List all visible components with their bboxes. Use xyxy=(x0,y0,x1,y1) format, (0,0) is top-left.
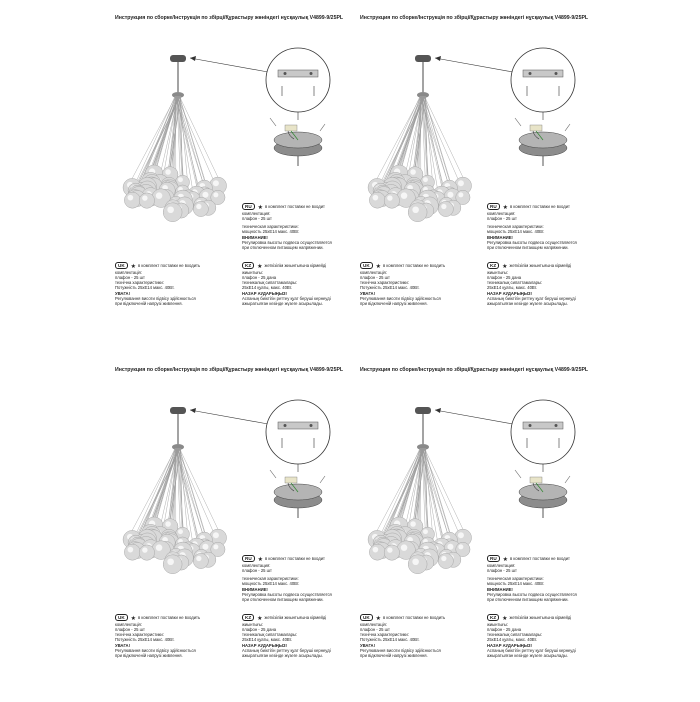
ru-kit-item: плафон - 25 шт xyxy=(242,568,332,573)
uk-warning-heading: УВАГА! xyxy=(360,643,445,648)
star-icon: ★ xyxy=(131,264,136,270)
detail-circle xyxy=(511,48,575,112)
kz-kit-item: плафон - 25 дана xyxy=(242,275,331,280)
kz-not-included: жеткізілім жиынтығына кірмейді xyxy=(510,263,572,268)
leader-line xyxy=(435,58,513,72)
detail-circle xyxy=(511,400,575,464)
uk-not-included: в комплект поставки не входить xyxy=(138,615,200,620)
screw xyxy=(515,118,521,126)
ru-warning-line2: при отключенном питающем напряжении. xyxy=(487,597,577,602)
uk-not-included: в комплект поставки не входить xyxy=(383,615,445,620)
ru-section xyxy=(487,203,577,250)
kz-kit-item: плафон - 25 дана xyxy=(487,627,576,632)
ru-warning-heading: ВНИМАНИЕ! xyxy=(242,587,332,592)
kz-spec-heading: техникалық сипаттамалары: xyxy=(242,280,331,285)
ru-spec-value: мощность 25xE14 макс. 40Вт. xyxy=(487,581,577,586)
uk-kit-heading: комплектація: xyxy=(115,270,200,275)
terminal-block xyxy=(530,125,542,131)
uk-kit-item: плафон - 25 шт xyxy=(115,627,200,632)
ru-spec-heading: техническая характеристики: xyxy=(242,576,332,581)
sheet-title: Инструкция по сборке/Інструкція по збірці/Құрастыру жөніндегі нұсқаулық V4899-9/25PL xyxy=(360,367,588,373)
star-icon: ★ xyxy=(503,557,508,563)
ru-language-badge: RU xyxy=(242,555,255,562)
screw xyxy=(565,476,570,483)
kz-warning-heading: НАЗАР АУДАРЫҢЫЗ! xyxy=(242,643,331,648)
kz-warning-line1: Аспаның биіктігін реттеу қуат беруші кернеуді xyxy=(242,296,331,301)
uk-section xyxy=(360,614,445,658)
uk-spec-value: Потужність 25xE14 макс. 40Вт. xyxy=(115,285,200,290)
ru-spec-heading: техническая характеристики: xyxy=(487,224,577,229)
screw xyxy=(565,124,570,131)
ru-kit-heading: комплектация: xyxy=(487,211,577,216)
star-icon: ★ xyxy=(376,616,381,622)
uk-section xyxy=(115,262,200,306)
uk-kit-item: плафон - 25 шт xyxy=(360,275,445,280)
screw xyxy=(515,470,521,478)
star-icon: ★ xyxy=(258,205,263,211)
bracket-hole xyxy=(529,72,532,75)
kz-kit-item: плафон - 25 дана xyxy=(242,627,331,632)
star-icon: ★ xyxy=(503,205,508,211)
ru-warning-line2: при отключенном питающем напряжении. xyxy=(487,245,577,250)
kz-spec-value: 25xE14 қуаты, макс. 40Вт. xyxy=(242,637,331,642)
uk-warning-line2: при відключеній напрузі живлення. xyxy=(115,301,200,306)
uk-spec-value: Потужність 25xE14 макс. 40Вт. xyxy=(360,285,445,290)
uk-not-included: в комплект поставки не входить xyxy=(138,263,200,268)
kz-kit-heading: жиынтығы: xyxy=(487,622,576,627)
uk-warning-line1: Регулювання висоти підвісу здійснюється xyxy=(115,648,200,653)
ru-warning-line1: Регулировка высоты подвеса осуществляется xyxy=(242,592,332,597)
arrow-head xyxy=(190,408,196,413)
ru-kit-item: плафон - 25 шт xyxy=(242,216,332,221)
ru-warning-heading: ВНИМАНИЕ! xyxy=(242,235,332,240)
ru-spec-heading: техническая характеристики: xyxy=(487,576,577,581)
kz-not-included: жеткізілім жиынтығына кірмейді xyxy=(265,615,327,620)
ru-warning-line2: при отключенном питающем напряжении. xyxy=(242,597,332,602)
kz-kit-heading: жиынтығы: xyxy=(242,622,331,627)
star-icon: ★ xyxy=(258,557,263,563)
ru-spec-value: мощность 25xE14 макс. 40Вт. xyxy=(242,229,332,234)
uk-warning-line1: Регулювання висоти підвісу здійснюється xyxy=(360,648,445,653)
ru-warning-heading: ВНИМАНИЕ! xyxy=(487,235,577,240)
star-icon: ★ xyxy=(257,264,262,270)
star-icon: ★ xyxy=(502,616,507,622)
uk-warning-line2: при відключеній напрузі живлення. xyxy=(360,301,445,306)
uk-kit-heading: комплектація: xyxy=(360,270,445,275)
ru-not-included: в комплект поставки не входит xyxy=(510,556,570,561)
ru-warning-line1: Регулировка высоты подвеса осуществляется xyxy=(487,240,577,245)
uk-language-badge: UK xyxy=(360,614,373,621)
sheet-title: Инструкция по сборке/Інструкція по збірці/Құрастыру жөніндегі нұсқаулық V4899-9/25PL xyxy=(115,367,343,373)
uk-language-badge: UK xyxy=(115,262,128,269)
uk-language-badge: UK xyxy=(360,262,373,269)
kz-kit-item: плафон - 25 дана xyxy=(487,275,576,280)
kz-kit-heading: жиынтығы: xyxy=(487,270,576,275)
instruction-sheet-2 xyxy=(245,0,595,350)
kz-kit-heading: жиынтығы: xyxy=(242,270,331,275)
kz-warning-line2: ажыратылған кезінде жүзеге асырылады. xyxy=(487,653,576,658)
uk-kit-heading: комплектація: xyxy=(360,622,445,627)
uk-warning-heading: УВАГА! xyxy=(115,291,200,296)
kz-language-badge: KZ xyxy=(487,262,499,269)
ru-kit-heading: комплектация: xyxy=(242,211,332,216)
uk-spec-value: Потужність 25xE14 макс. 40Вт. xyxy=(115,637,200,642)
kz-warning-heading: НАЗАР АУДАРЫҢЫЗ! xyxy=(242,291,331,296)
ru-spec-value: мощность 25xE14 макс. 40Вт. xyxy=(242,581,332,586)
uk-warning-line2: при відключеній напрузі живлення. xyxy=(360,653,445,658)
star-icon: ★ xyxy=(131,616,136,622)
kz-warning-line2: ажыратылған кезінде жүзеге асырылады. xyxy=(242,653,331,658)
ru-spec-heading: техническая характеристики: xyxy=(242,224,332,229)
kz-language-badge: KZ xyxy=(242,262,254,269)
uk-section xyxy=(360,262,445,306)
uk-kit-item: плафон - 25 шт xyxy=(360,627,445,632)
kz-language-badge: KZ xyxy=(242,614,254,621)
kz-not-included: жеткізілім жиынтығына кірмейді xyxy=(510,615,572,620)
uk-warning-line1: Регулювання висоти підвісу здійснюється xyxy=(360,296,445,301)
bracket-hole xyxy=(555,424,558,427)
star-icon: ★ xyxy=(376,264,381,270)
kz-spec-value: 25xE14 қуаты, макс. 40Вт. xyxy=(487,285,576,290)
arrow-head xyxy=(435,408,441,413)
ru-spec-value: мощность 25xE14 макс. 40Вт. xyxy=(487,229,577,234)
star-icon: ★ xyxy=(257,616,262,622)
uk-warning-line1: Регулювання висоти підвісу здійснюється xyxy=(115,296,200,301)
kz-spec-heading: техникалық сипаттамалары: xyxy=(487,280,576,285)
uk-section xyxy=(115,614,200,658)
bracket-hole xyxy=(555,72,558,75)
ru-not-included: в комплект поставки не входит xyxy=(265,556,325,561)
ru-not-included: в комплект поставки не входит xyxy=(265,204,325,209)
kz-warning-heading: НАЗАР АУДАРЫҢЫЗ! xyxy=(487,291,576,296)
ru-warning-line1: Регулировка высоты подвеса осуществляется xyxy=(242,240,332,245)
star-icon: ★ xyxy=(502,264,507,270)
kz-warning-line1: Аспаның биіктігін реттеу қуат беруші кернеуді xyxy=(487,648,576,653)
kz-spec-heading: техникалық сипаттамалары: xyxy=(242,632,331,637)
kz-not-included: жеткізілім жиынтығына кірмейді xyxy=(265,263,327,268)
ru-language-badge: RU xyxy=(242,203,255,210)
kz-spec-heading: техникалық сипаттамалары: xyxy=(487,632,576,637)
uk-spec-heading: технічна характеристики: xyxy=(115,280,200,285)
ru-warning-line1: Регулировка высоты подвеса осуществляется xyxy=(487,592,577,597)
ru-kit-heading: комплектация: xyxy=(242,563,332,568)
kz-warning-line1: Аспаның биіктігін реттеу қуат беруші кернеуді xyxy=(487,296,576,301)
instruction-sheet-4 xyxy=(245,352,595,702)
arrow-head xyxy=(190,56,196,61)
ru-warning-heading: ВНИМАНИЕ! xyxy=(487,587,577,592)
kz-language-badge: KZ xyxy=(487,614,499,621)
ru-warning-line2: при отключенном питающем напряжении. xyxy=(242,245,332,250)
kz-section xyxy=(487,262,576,306)
ru-language-badge: RU xyxy=(487,203,500,210)
kz-warning-line2: ажыратылған кезінде жүзеге асырылады. xyxy=(242,301,331,306)
uk-spec-heading: технічна характеристики: xyxy=(115,632,200,637)
bracket-hole xyxy=(529,424,532,427)
kz-warning-line2: ажыратылған кезінде жүзеге асырылады. xyxy=(487,301,576,306)
kz-warning-line1: Аспаның биіктігін реттеу қуат беруші кернеуді xyxy=(242,648,331,653)
uk-not-included: в комплект поставки не входить xyxy=(383,263,445,268)
ru-language-badge: RU xyxy=(487,555,500,562)
leader-line xyxy=(435,410,513,424)
uk-warning-line2: при відключеній напрузі живлення. xyxy=(115,653,200,658)
arrow-head xyxy=(435,56,441,61)
sheet-title: Инструкция по сборке/Інструкція по збірці/Құрастыру жөніндегі нұсқаулық V4899-9/25PL xyxy=(115,15,343,21)
uk-warning-heading: УВАГА! xyxy=(360,291,445,296)
uk-spec-heading: технічна характеристики: xyxy=(360,280,445,285)
uk-warning-heading: УВАГА! xyxy=(115,643,200,648)
ru-not-included: в комплект поставки не входит xyxy=(510,204,570,209)
ru-section xyxy=(487,555,577,602)
kz-spec-value: 25xE14 қуаты, макс. 40Вт. xyxy=(487,637,576,642)
ru-kit-item: плафон - 25 шт xyxy=(487,568,577,573)
kz-warning-heading: НАЗАР АУДАРЫҢЫЗ! xyxy=(487,643,576,648)
ru-kit-heading: комплектация: xyxy=(487,563,577,568)
kz-spec-value: 25xE14 қуаты, макс. 40Вт. xyxy=(242,285,331,290)
uk-spec-value: Потужність 25xE14 макс. 40Вт. xyxy=(360,637,445,642)
uk-spec-heading: технічна характеристики: xyxy=(360,632,445,637)
uk-kit-heading: комплектація: xyxy=(115,622,200,627)
terminal-block xyxy=(530,477,542,483)
ru-kit-item: плафон - 25 шт xyxy=(487,216,577,221)
sheet-title: Инструкция по сборке/Інструкція по збірці/Құрастыру жөніндегі нұсқаулық V4899-9/25PL xyxy=(360,15,588,21)
uk-language-badge: UK xyxy=(115,614,128,621)
uk-kit-item: плафон - 25 шт xyxy=(115,275,200,280)
kz-section xyxy=(487,614,576,658)
